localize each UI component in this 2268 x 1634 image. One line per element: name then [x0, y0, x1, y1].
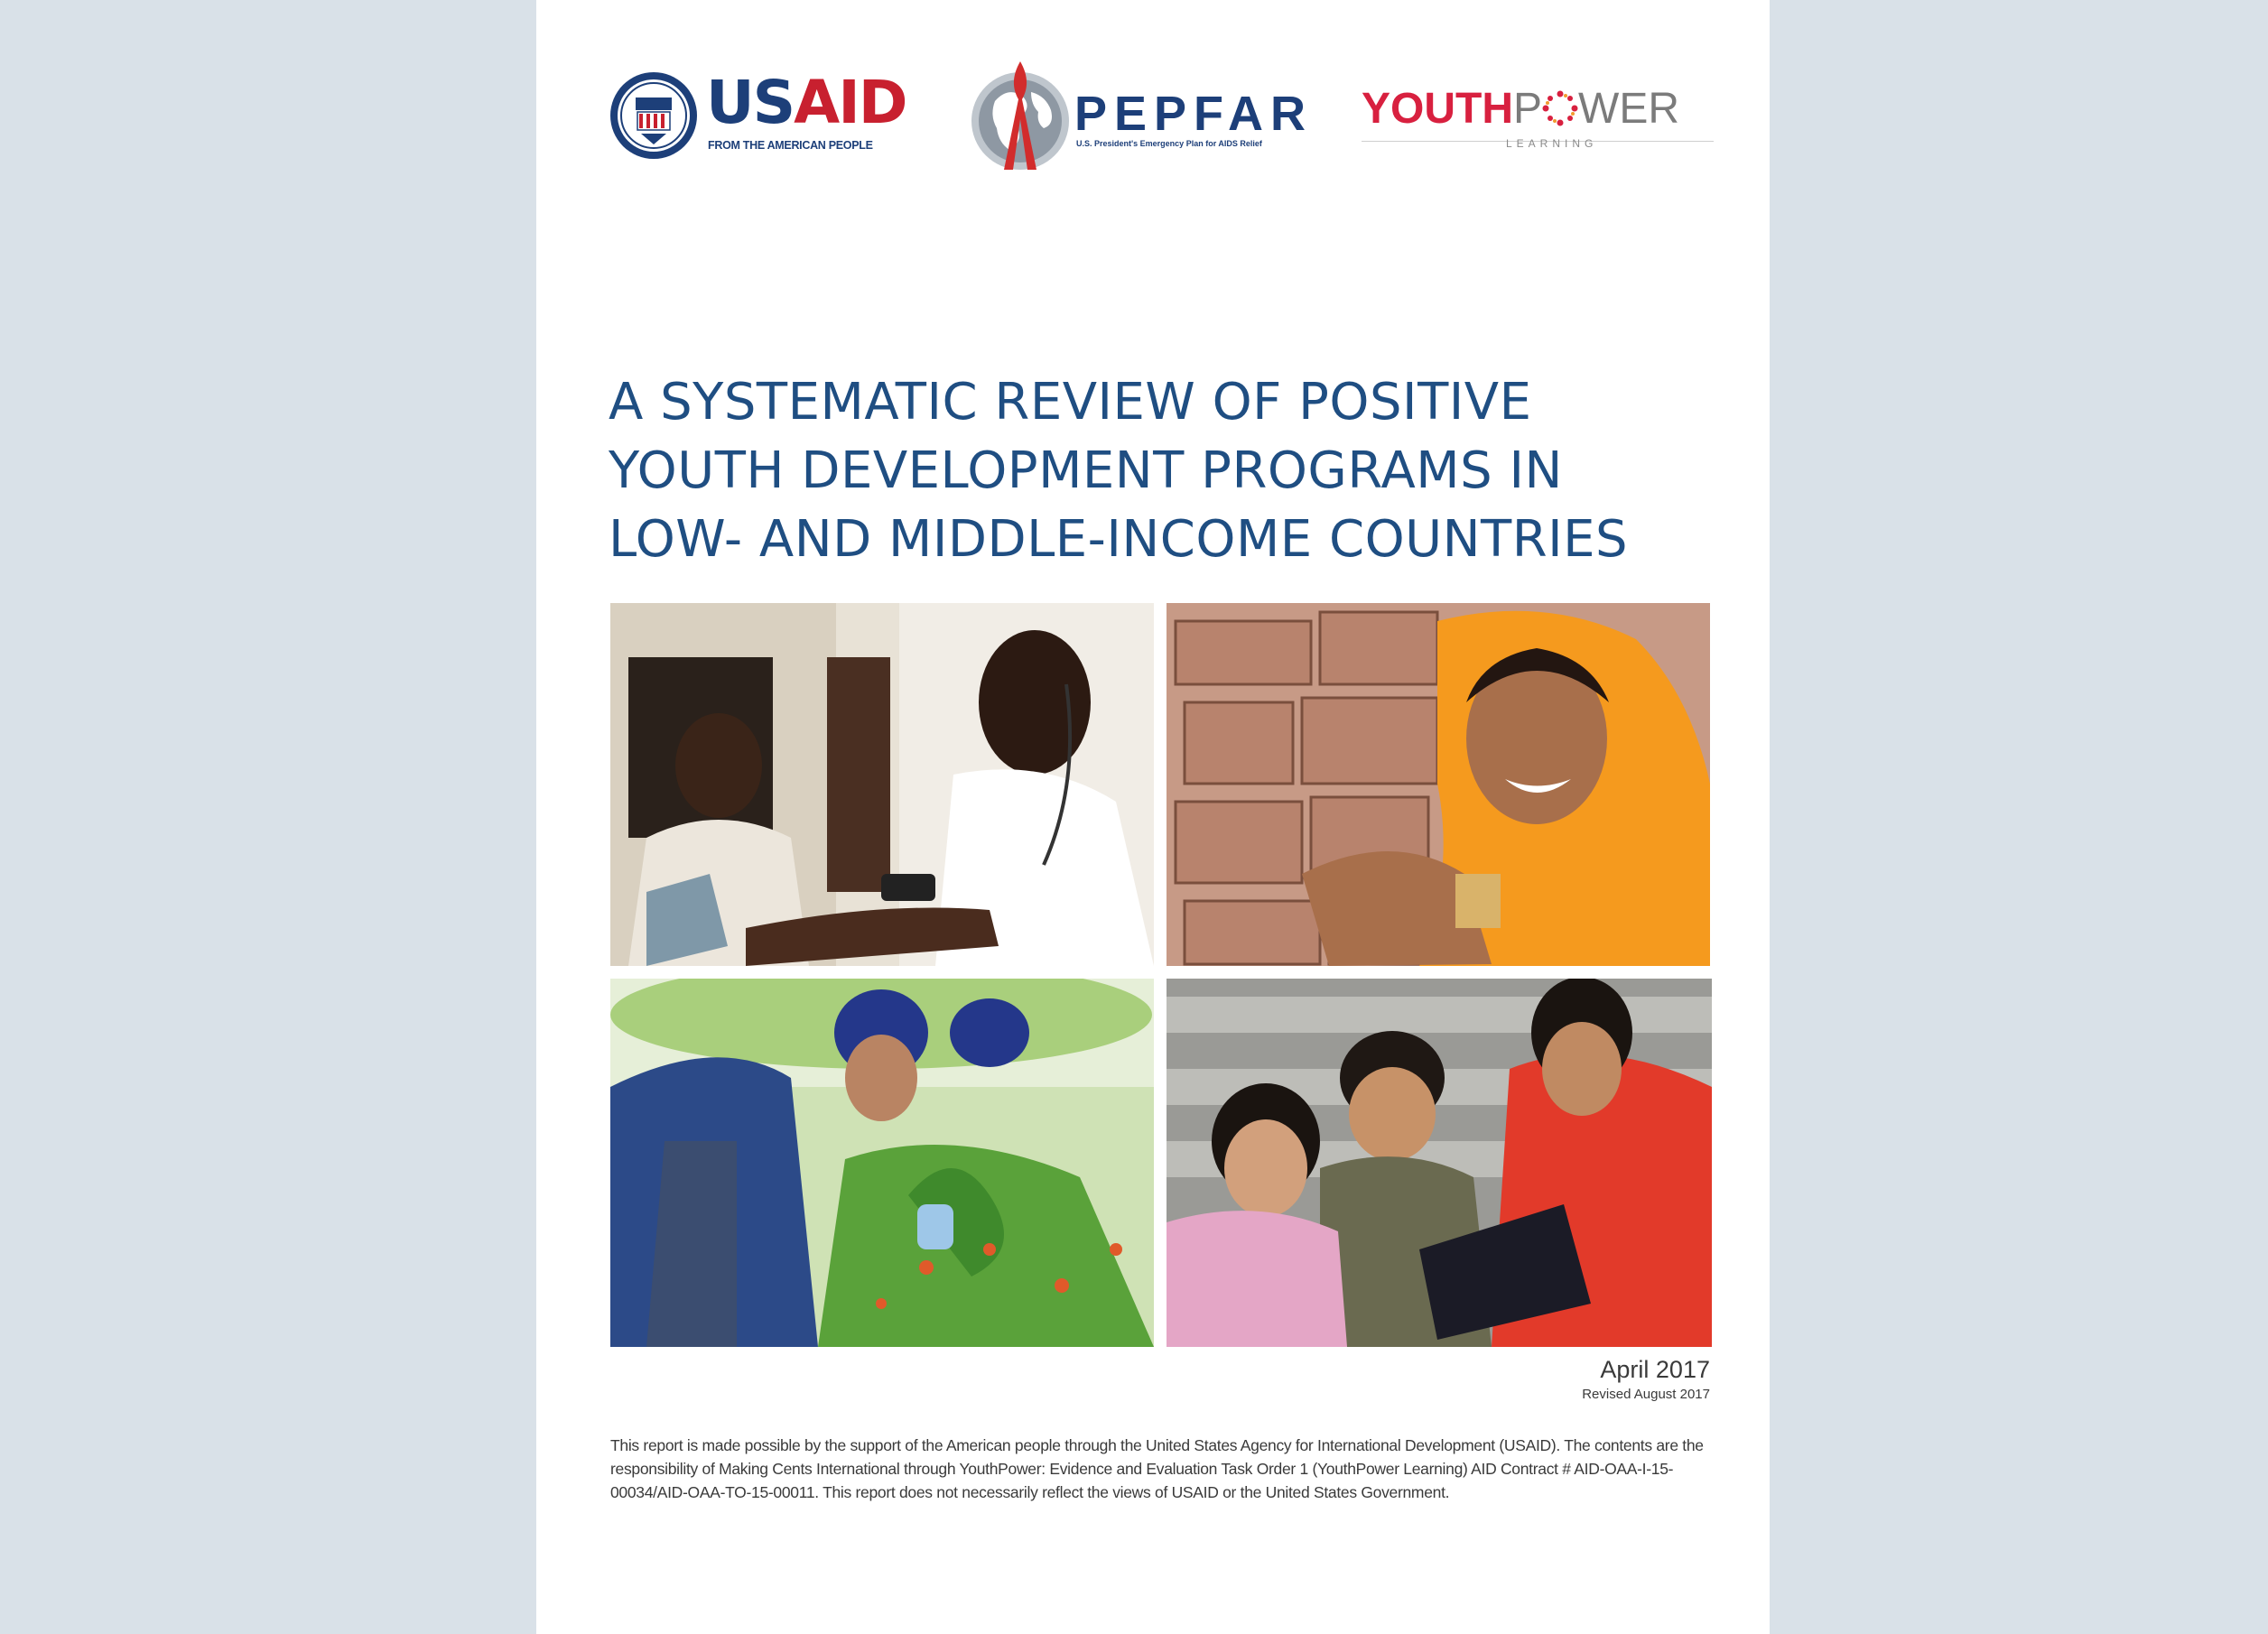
photo-collage [610, 603, 1712, 1349]
youthpower-sub: LEARNING [1506, 137, 1598, 150]
title-line-3: LOW- AND MIDDLE-INCOME COUNTRIES [609, 510, 1629, 569]
report-title [609, 368, 1728, 574]
photo-smiling-woman [1167, 603, 1710, 966]
burst-icon [1542, 90, 1578, 126]
date-published: April 2017 [1600, 1356, 1710, 1383]
pepfar-wordmark: PEPFAR [1074, 87, 1314, 141]
pepfar-tagline: U.S. President's Emergency Plan for AIDS Relief [1076, 139, 1262, 148]
usaid-logo [609, 70, 916, 170]
disclaimer-text: This report is made possible by the support of the American people through the United States Agency for International Development (USAID). The contents are the responsibility of Making Cents International through YouthPower: Evidence and Evaluation Task Order 1 (YouthPower Learning) AID Contract # AID-OAA-I-15-00034/AID-OAA-TO-15-00011. This report does not necessarily reflect the views of USAID or the United States Government. [610, 1436, 1704, 1501]
youthpower-wordmark: YOUTHP WER [1362, 85, 1679, 133]
usaid-wordmark: USAID [706, 68, 906, 137]
photo-youth-tablet [1167, 979, 1712, 1347]
globe-ribbon-icon [968, 56, 1076, 182]
publication-date [1582, 1354, 1710, 1405]
photo-garden-work [610, 979, 1154, 1347]
logo-row [609, 52, 1701, 188]
date-revised: Revised August 2017 [1582, 1387, 1710, 1402]
youthpower-logo [1362, 85, 1705, 157]
photo-health-worker [610, 603, 1154, 966]
title-line-1: A SYSTEMATIC REVIEW OF POSITIVE [609, 373, 1532, 432]
title-line-2: YOUTH DEVELOPMENT PROGRAMS IN [609, 441, 1563, 500]
usaid-seal-icon [609, 70, 699, 161]
pepfar-logo [968, 56, 1314, 182]
usaid-tagline: FROM THE AMERICAN PEOPLE [708, 139, 873, 152]
report-cover [536, 0, 1770, 1634]
